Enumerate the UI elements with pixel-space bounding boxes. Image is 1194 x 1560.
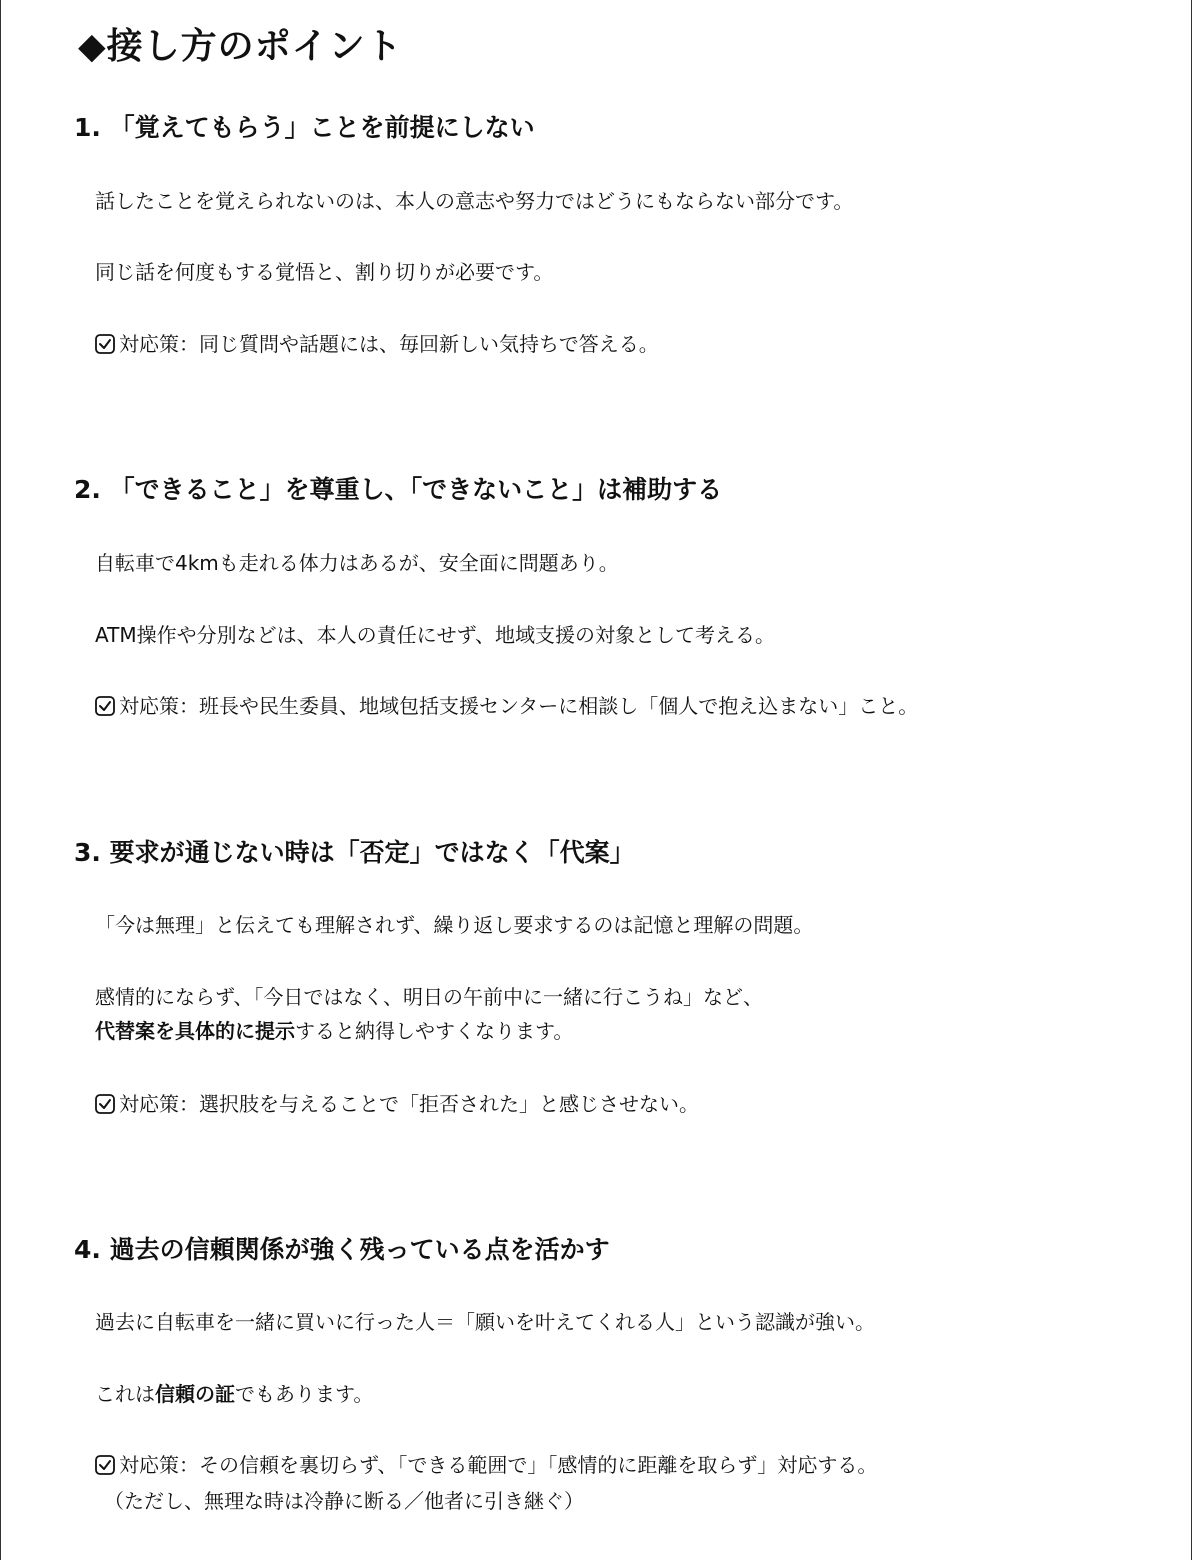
checkbox-checked-icon — [95, 1094, 115, 1114]
section-3-measure-text: 対応策：選択肢を与えることで「拒否された」と感じさせない。 — [119, 1092, 699, 1116]
section-3-measure — [95, 1087, 699, 1121]
section-4-measure-text: 対応策：その信頼を裏切らず、「できる範囲で」「感情的に距離を取らず」対応する。 — [119, 1453, 878, 1477]
section-3-paragraph-2: 感情的にならず、「今日ではなく、明日の午前中に一緒に行こうね」など、 — [95, 985, 763, 1009]
section-3-heading: 3. 要求が通じない時は「否定」ではなく「代案」 — [74, 838, 635, 867]
section-2-paragraph-2: ATM操作や分別などは、本人の責任にせず、地域支援の対象として考える。 — [95, 623, 776, 647]
section-3-bold-tail: すると納得しやすくなります。 — [295, 1019, 574, 1043]
section-4-paragraph-1: 過去に自転車を一緒に買いに行った人＝「願いを叶えてくれる人」という認識が強い。 — [95, 1310, 875, 1334]
section-2-heading: 2. 「できること」を尊重し、「できないこと」は補助する — [74, 475, 723, 504]
section-4-note: （ただし、無理な時は冷静に断る／他者に引き継ぐ） — [104, 1489, 584, 1513]
section-1-paragraph-2: 同じ話を何度もする覚悟と、割り切りが必要です。 — [95, 260, 554, 284]
section-1-measure — [95, 327, 659, 361]
section-4-measure — [95, 1448, 877, 1482]
section-4-trust-post: でもあります。 — [235, 1382, 374, 1406]
checkbox-checked-icon — [95, 696, 115, 716]
page-title: ◆接し方のポイント — [78, 26, 403, 67]
section-4-trust-pre: これは — [95, 1382, 155, 1406]
section-1-heading: 1. 「覚えてもらう」ことを前提にしない — [74, 113, 535, 142]
checkbox-checked-icon — [95, 334, 115, 354]
section-1-paragraph-1: 話したことを覚えられないのは、本人の意志や努力ではどうにもならない部分です。 — [95, 189, 854, 213]
section-3-paragraph-1: 「今は無理」と伝えても理解されず、繰り返し要求するのは記憶と理解の問題。 — [95, 913, 814, 937]
section-2-measure — [95, 689, 918, 723]
checkbox-checked-icon — [95, 1455, 115, 1475]
section-1-measure-text: 対応策：同じ質問や話題には、毎回新しい気持ちで答える。 — [119, 332, 659, 356]
section-2-paragraph-1: 自転車で4kmも走れる体力はあるが、安全面に問題あり。 — [95, 551, 619, 575]
section-4-heading: 4. 過去の信頼関係が強く残っている点を活かす — [74, 1235, 610, 1264]
section-3-bold-lead: 代替案を具体的に提示 — [95, 1019, 295, 1043]
section-3-paragraph-3 — [95, 1014, 573, 1048]
section-4-paragraph-2 — [95, 1377, 373, 1411]
section-4-trust-bold: 信頼の証 — [155, 1382, 235, 1406]
section-2-measure-text: 対応策：班長や民生委員、地域包括支援センターに相談し「個人で抱え込まない」こと。 — [119, 694, 919, 718]
